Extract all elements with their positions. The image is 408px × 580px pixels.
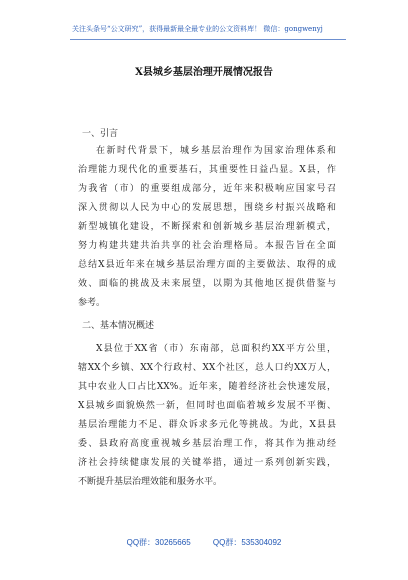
paragraph-line: 不断提升基层治理效能和服务水平。 <box>78 477 223 487</box>
paragraph-line: 辖XX个乡镇、XX个行政村、XX个社区，总人口约XX万人， <box>78 363 336 373</box>
paragraph-line: 济社会持续健康发展的关键举措，通过一系列创新实践， <box>78 458 336 468</box>
header-banner: 关注头条号“公文研究”，获得最新最全最专业的公文资料库！ 微信：gongwenyj <box>72 25 323 33</box>
paragraph-line: 委、县政府高度重视城乡基层治理工作，将其作为推动经 <box>78 439 336 449</box>
paragraph-line: X县位于XX省（市）东南部，总面积约XX平方公里， <box>96 344 336 354</box>
paragraph-line: 总结X县近年来在城乡基层治理方面的主要做法、取得的成 <box>78 260 336 270</box>
paragraph-line: 其中农业人口占比XX%。近年来，随着经济社会快速发展， <box>78 382 336 392</box>
footer-qq-group-2: QQ群：535304092 <box>212 538 282 547</box>
paragraph-line: 新型城镇化建设，不断探索和创新城乡基层治理新模式， <box>78 222 336 232</box>
paragraph-line: X县城乡面貌焕然一新，但同时也面临着城乡发展不平衡、 <box>78 401 336 411</box>
paragraph-line: 在新时代背景下，城乡基层治理作为国家治理体系和 <box>96 146 336 156</box>
header-divider <box>70 39 346 40</box>
footer <box>0 537 408 549</box>
section-heading-overview: 二、基本情况概述 <box>82 321 155 331</box>
paragraph-line: 为我省（市）的重要组成部分，近年来积极响应国家号召 <box>78 184 336 194</box>
paragraph-line: 深入贯彻以人民为中心的发展思想，围绕乡村振兴战略和 <box>78 203 336 213</box>
section-heading-introduction: 一、引言 <box>82 129 119 139</box>
paragraph-line: 效、面临的挑战及未来展望，以期为其他地区提供借鉴与 <box>78 279 336 289</box>
document-title: X县城乡基层治理开展情况报告 <box>135 67 273 78</box>
paragraph-line: 努力构建共建共治共享的社会治理格局。本报告旨在全面 <box>78 241 336 251</box>
paragraph-line: 参考。 <box>78 298 106 308</box>
paragraph-line: 基层治理能力不足、群众诉求多元化等挑战。为此，X县县 <box>78 420 336 430</box>
paragraph-line: 治理能力现代化的重要基石，其重要性日益凸显。X县，作 <box>78 165 336 175</box>
footer-qq-group-1: QQ群：30265665 <box>126 538 191 547</box>
